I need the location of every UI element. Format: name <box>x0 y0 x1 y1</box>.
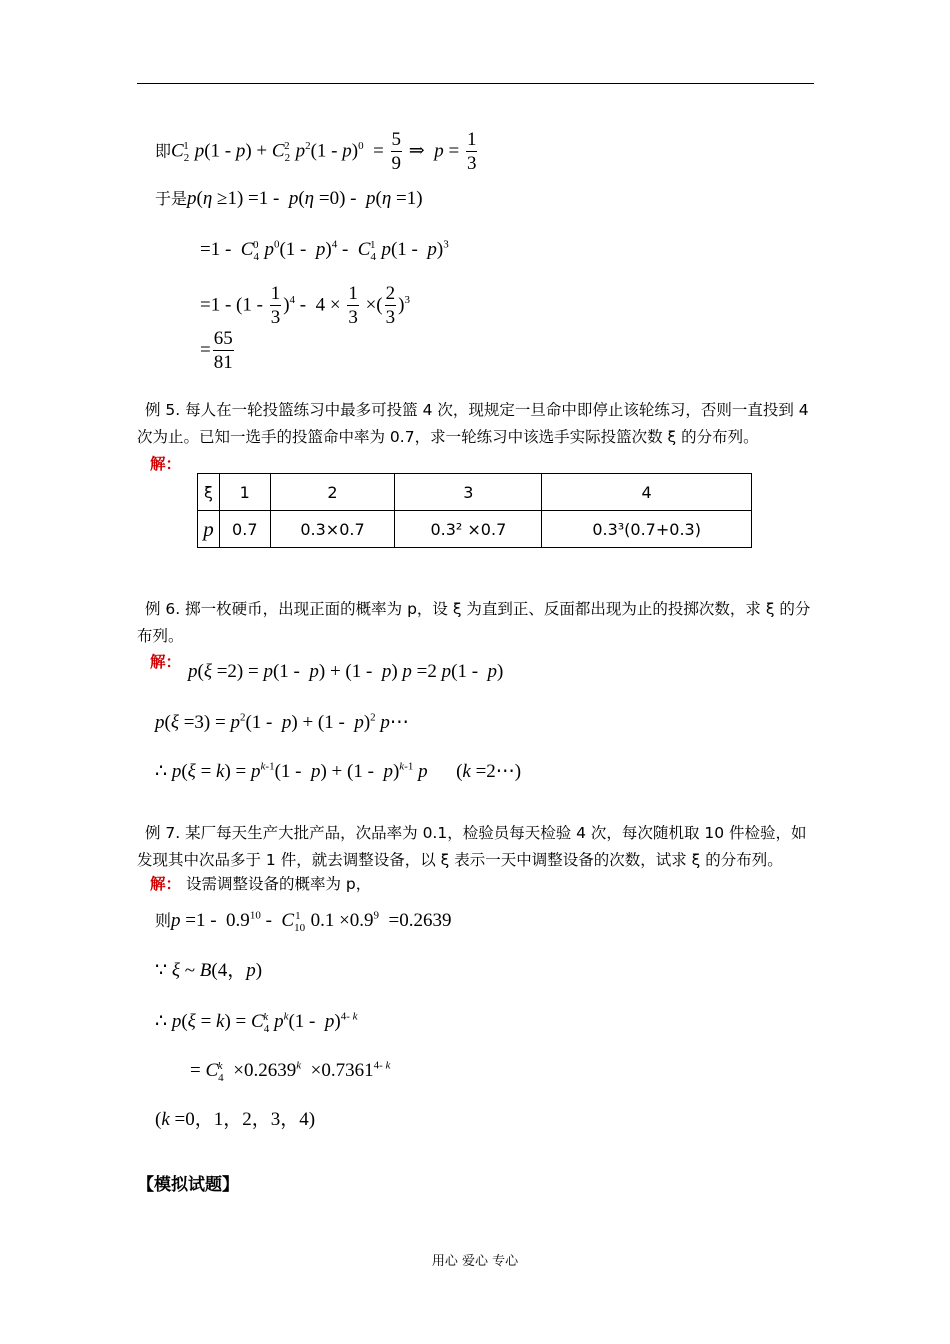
page-footer: 用心 爱心 专心 <box>431 1254 519 1269</box>
formula-xi-eq-k: ∴ $p(\xi = k) = p^{k-1}(1 - p) + (1 - p)^{k-1}$ p (k =2⋯) <box>155 760 522 782</box>
formula-substitute: =1 - (1 - $\frac{1}{3}$ )$^4$ - 4 × $\frac{1}{3}$ ×( $\frac{2}{3}$ )$^3$ <box>200 283 410 328</box>
table-header-cell: 1 <box>219 474 270 511</box>
table-header-cell: 4 <box>542 474 752 511</box>
example-5-text: 例 5. 每人在一轮投篮练习中最多可投篮 4 次，现规定一旦命中即停止该轮练习，否则一直投到 4 次为止。已知一选手的投篮命中率为 0.7，求一轮练习中该选手实际投篮次数 ξ 的分布列。 <box>137 401 809 446</box>
example-6-solution-label: 解： <box>150 653 182 671</box>
formula-result: = $\frac{65}{81}$ <box>200 328 233 373</box>
formula-binomial-expand: $=1 - C_4^0$ $p^0(1 - p)^4 - C_4^1$ p(1 - p)$^3$ <box>200 238 449 263</box>
example-5-solution-label: 解： <box>150 455 182 473</box>
table-header-cell: ξ <box>198 474 220 511</box>
header-rule <box>137 83 814 84</box>
formula-k-range: (k =0，1，2，3，4) <box>155 1109 316 1130</box>
table-header-cell: 2 <box>270 474 395 511</box>
section-title: 【模拟试题】 <box>137 1175 239 1195</box>
formula-xi-eq-2: p(ξ =2) = p(1 - p) + (1 - p) p =2 p(1 - p) <box>188 661 504 682</box>
formula-xi-eq-3: $p(\xi =3) = p^2(1 - p) + (1 - p)^2$ p⋯ <box>155 711 409 733</box>
example-7-solution-label: 解： <box>150 875 182 893</box>
formula-binomial-dist: ∵ ξ ~ B(4，p) <box>155 960 263 981</box>
example-6-text: 例 6. 掷一枚硬币，出现正面的概率为 p，设 ξ 为直到正、反面都出现为止的投掷次数，求 ξ 的分布列。 <box>137 600 811 645</box>
table-cell: 0.3² ×0.7 <box>395 511 542 548</box>
table-row-label: p <box>198 511 220 548</box>
formula-prob-equation: 即$C_2^1$ $p(1 - p) + C_2^2$ $p^2(1 - p)^0$ = $\frac{5}{9}$ ⇒ p = $\frac{1}{3}$ <box>155 129 477 174</box>
distribution-table <box>197 473 752 548</box>
table-row <box>198 511 752 548</box>
formula-p-eta-ge-1: 于是p(η ≥1) =1 - p(η =0) - p(η =1) <box>155 188 423 209</box>
formula-numeric: = $C_4^k \times 0.2639^k \times 0.7361^{4- k}$ <box>190 1059 391 1084</box>
formula-xi-eq-k-binomial: ∴ $p(\xi = k) = C_4^k$ $p^k(1 - p)^{4- k}$ <box>155 1010 358 1035</box>
table-row <box>198 474 752 511</box>
table-cell: 0.7 <box>219 511 270 548</box>
table-header-cell: 3 <box>395 474 542 511</box>
table-cell: 0.3×0.7 <box>270 511 395 548</box>
example-7-solution-text: 设需调整设备的概率为 p， <box>186 875 372 893</box>
example-7-text: 例 7. 某厂每天生产大批产品，次品率为 0.1，检验员每天检验 4 次，每次随机取 10 件检验，如发现其中次品多于 1 件，就去调整设备，以 ξ 表示一天中调整设备的次数，试求 ξ 的分布列。 <box>137 824 807 869</box>
table-cell: 0.3³(0.7+0.3) <box>542 511 752 548</box>
formula-p-adjust: 则$p =1 - 0.9^{10} - C_{10}^1$ $0.1 \times 0.9^9 =0.2639$ <box>155 909 452 934</box>
